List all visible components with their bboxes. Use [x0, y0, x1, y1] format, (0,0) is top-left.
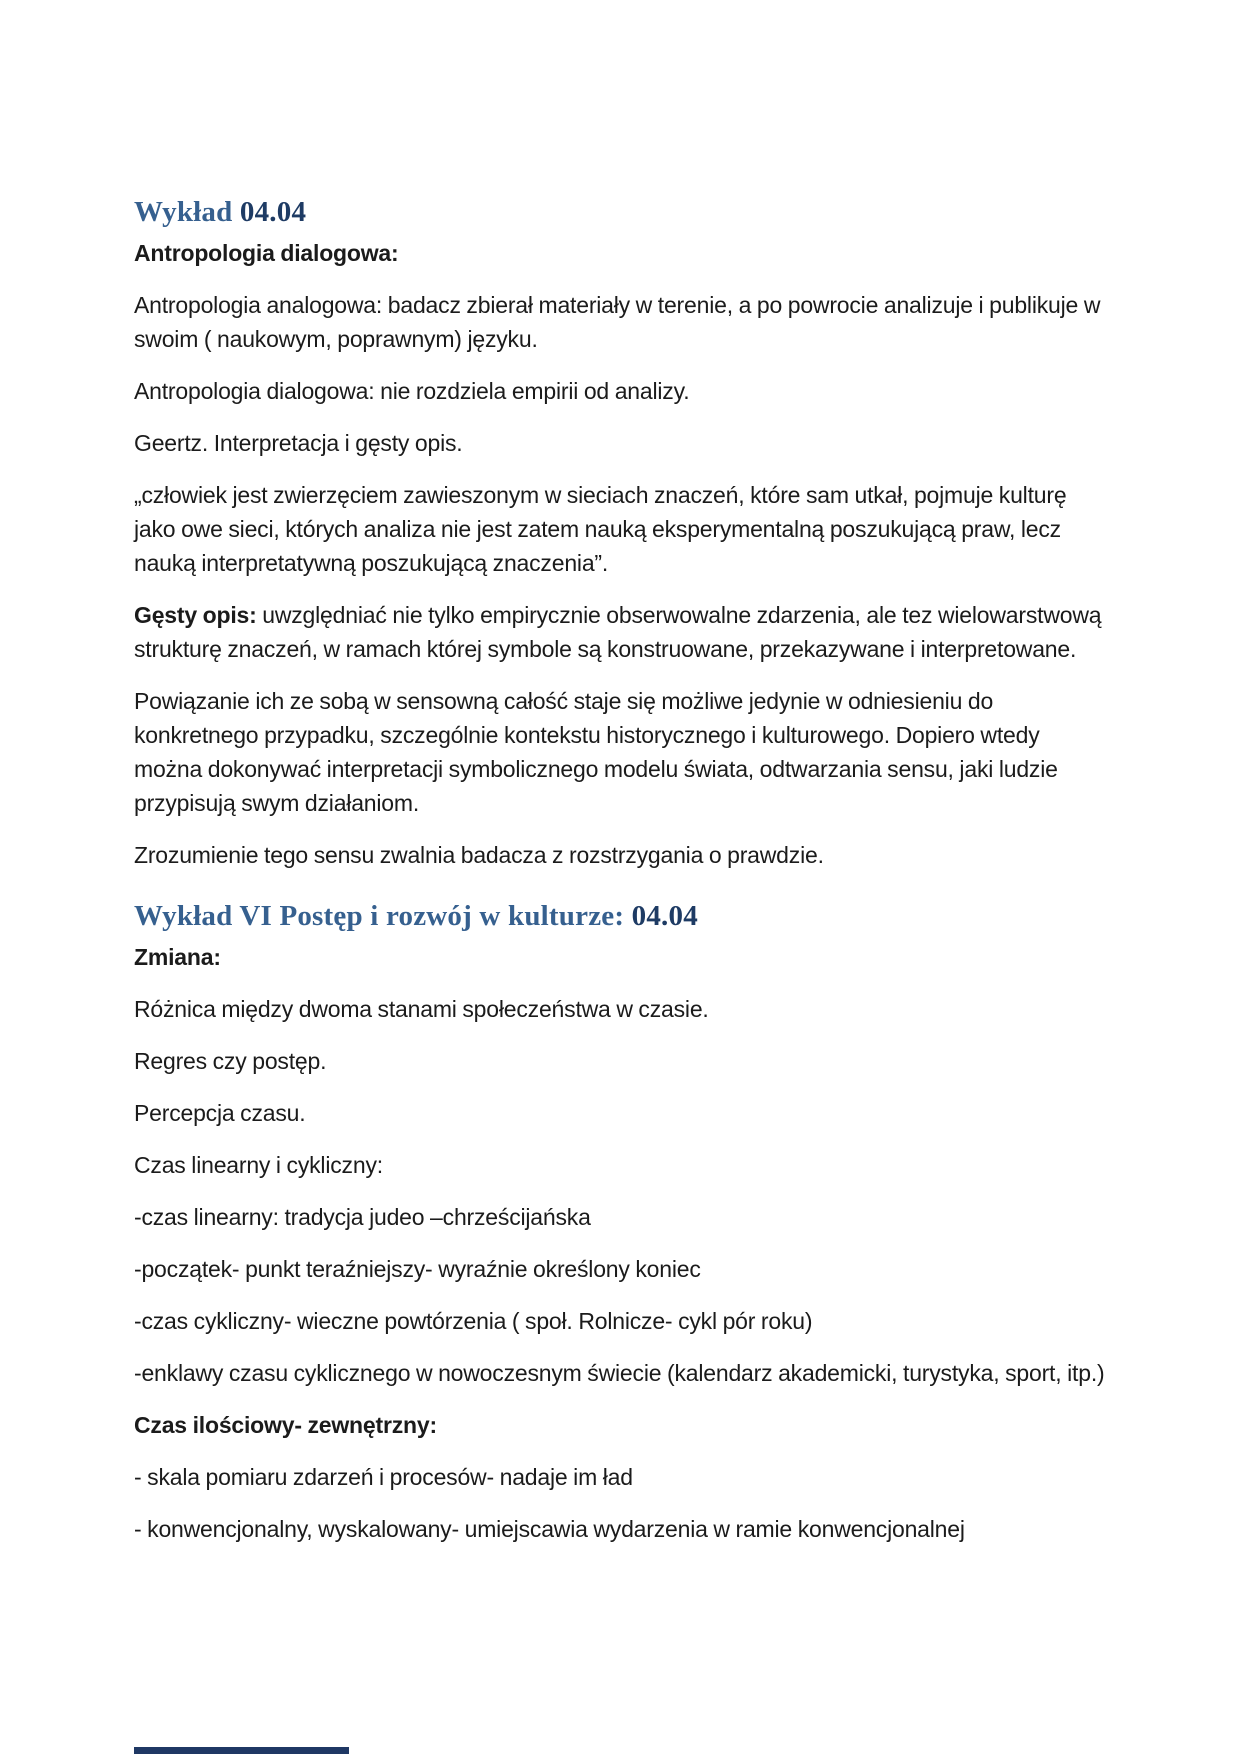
paragraph-enklawy: -enklawy czasu cyklicznego w nowoczesnym świecie (kalendarz akademicki, turystyka, sport, itp.) — [134, 1360, 1105, 1386]
paragraph-poczatek: -początek- punkt teraźniejszy- wyraźnie określony koniec — [134, 1256, 701, 1282]
paragraph-percepcja: Percepcja czasu. — [134, 1100, 306, 1126]
paragraph-geertz: Geertz. Interpretacja i gęsty opis. — [134, 430, 463, 456]
gesty-opis-lead: Gęsty opis: — [134, 602, 257, 628]
paragraph-czas-cykliczny: -czas cykliczny- wieczne powtórzenia ( społ. Rolnicze- cykl pór roku) — [134, 1308, 813, 1334]
paragraph-roznica: Różnica między dwoma stanami społeczeństwa w czasie. — [134, 996, 709, 1022]
paragraph-powiazanie: Powiązanie ich ze sobą w sensowną całość staje się możliwe jedynie w odniesieniu do konkretnego przypadku, szczególnie kontekstu historycznego i kulturowego. Dopiero wtedy można dokonywać interpretacji symbolicznego modelu świata, odtwarzania sensu, jaki ludzie przypisują swym działaniom. — [134, 688, 1058, 816]
next-page-heading-sliver — [134, 1747, 349, 1754]
paragraph-zrozumienie: Zrozumienie tego sensu zwalnia badacza z rozstrzygania o prawdzie. — [134, 842, 824, 868]
lecture-heading-1 — [134, 194, 1109, 230]
paragraph-quote-geertz: „człowiek jest zwierzęciem zawieszonym w sieciach znaczeń, które sam utkał, pojmuje kulturę jako owe sieci, których analiza nie jest zatem nauką eksperymentalną poszukującą praw, lecz nauką interpretatywną poszukującą znaczenia”. — [134, 482, 1067, 576]
paragraph-zmiana-label: Zmiana: — [134, 944, 221, 970]
paragraph-konwencjonalny: - konwencjonalny, wyskalowany- umiejscawia wydarzenia w ramie konwencjonalnej — [134, 1516, 965, 1542]
paragraph-czas-linearny: -czas linearny: tradycja judeo –chrześcijańska — [134, 1204, 591, 1230]
paragraph-antropologia-dialogowa-label: Antropologia dialogowa: — [134, 240, 399, 266]
paragraph-antropologia-analogowa: Antropologia analogowa: badacz zbierał materiały w terenie, a po powrocie analizuje i publikuje w swoim ( naukowym, poprawnym) języku. — [134, 292, 1101, 352]
paragraph-czas-linearny-cykliczny-label: Czas linearny i cykliczny: — [134, 1152, 383, 1178]
gesty-opis-rest: uwzględniać nie tylko empirycznie obserwowalne zdarzenia, ale tez wielowarstwową strukturę znaczeń, w ramach której symbole są konstruowane, przekazywane i interpretowane. — [134, 602, 1102, 662]
heading-date: 04.04 — [624, 900, 698, 932]
paragraph-regres: Regres czy postęp. — [134, 1048, 327, 1074]
paragraph-czas-ilosciowy-label: Czas ilościowy- zewnętrzny: — [134, 1412, 437, 1438]
heading-title: Wykład — [134, 196, 233, 228]
heading-title: Wykład VI Postęp i rozwój w kulturze: — [134, 900, 625, 932]
lecture-heading-2 — [134, 898, 1109, 934]
paragraph-antropologia-dialogowa-def: Antropologia dialogowa: nie rozdziela empirii od analizy. — [134, 378, 690, 404]
document-content — [134, 194, 1109, 1564]
paragraph-skala-pomiaru: - skala pomiaru zdarzeń i procesów- nadaje im ład — [134, 1464, 633, 1490]
heading-date: 04.04 — [232, 196, 307, 228]
paragraph-gesty-opis — [134, 598, 1109, 666]
